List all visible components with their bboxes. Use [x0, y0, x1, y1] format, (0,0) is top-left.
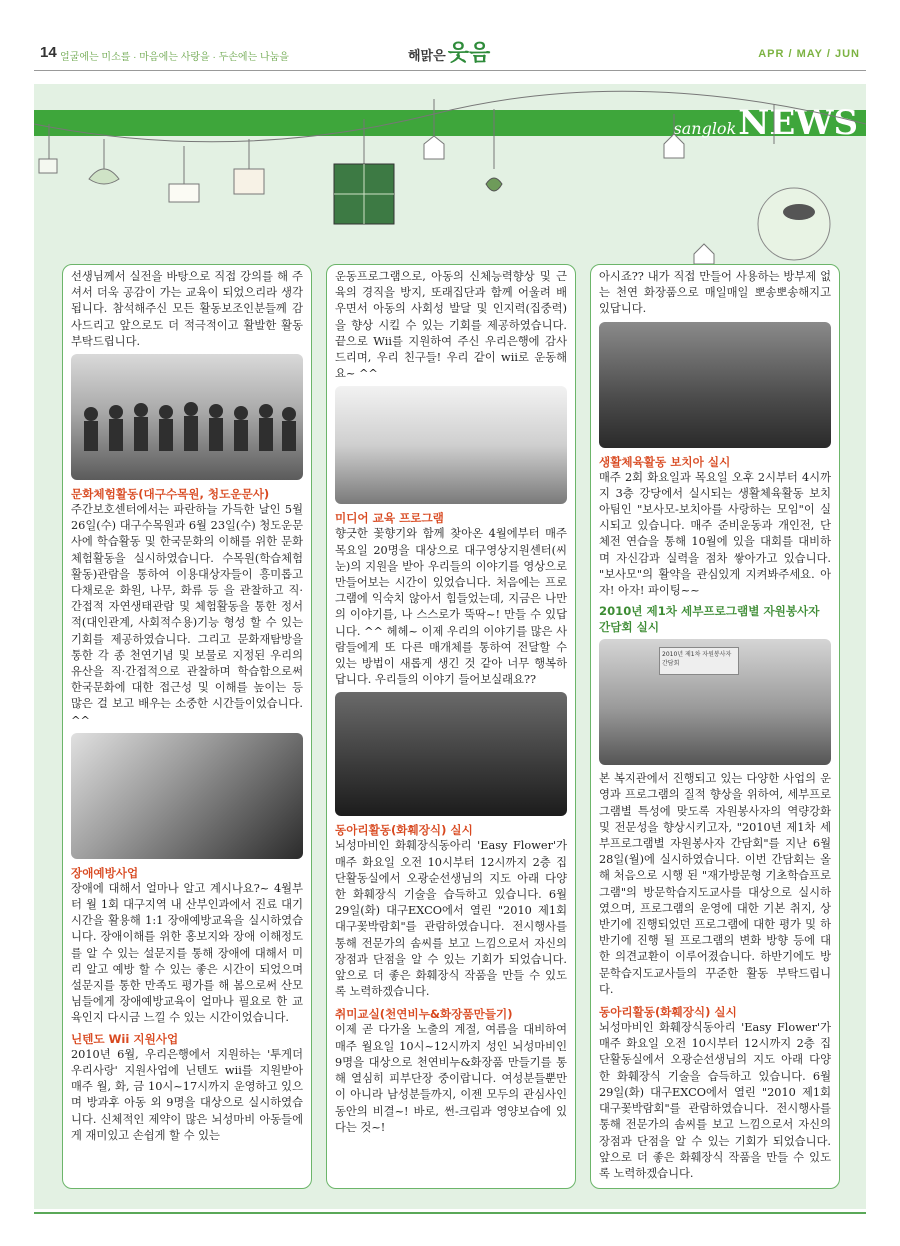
media-education-photo — [335, 692, 567, 816]
page-header — [0, 0, 900, 78]
article-column-2 — [326, 264, 576, 1189]
col2-section1-heading: 미디어 교육 프로그램 — [335, 511, 444, 526]
logo-small-text: 해맑은 — [408, 48, 446, 63]
col1-section3-body: 2010년 6월, 우리은행에서 지원하는 '투게더 우리사랑' 지원사업에 닌텐도 wii를 지원받아 매주 월, 화, 금 10시~17시까지 운영하고 있으며 방과후 아동 외 9명을 대상으로 실시하였습니다. 신체적인 제약이 많은 뇌성마비 아동들에게 재미있고 손쉽게 할 수 있는 — [71, 1047, 303, 1142]
header-tagline: 얼굴에는 미소를 · 마음에는 사랑을 · 두손에는 나눔을 — [60, 52, 289, 63]
col2-section3-body: 이제 곧 다가올 노출의 계절, 여름을 대비하여 매주 월요일 10시~12시까지 성인 뇌성마비인 9명을 대상으로 천연비누&화장품 만들기를 통해 열심히 피부단장 중이랍니다. 여성분들뿐만이 아니라 남성분들까지, 이젠 모두의 관심사인 동안의 비결~! 바로, 썬-크림과 영양보습에 있다는 것~! — [335, 1023, 567, 1134]
col3-section3-body: 뇌성마비인 화훼장식동아리 'Easy Flower'가 매주 화요일 오전 10시부터 12시까지 2층 집단활동실에서 오광순선생님의 지도 아래 다양한 화훼장식 기술을 습득하고 있습니다. 6월 29일(화) 대구EXCO에서 열린 "2010 제1회 대구꽃박람회"를 관람하였습니다. 전시행사를 통해 전문가의 솜씨를 보고 느낌으로서 자신의 장점과 단점을 알 수 있는 기회가 되었습니다. 앞으로 더 좋은 화훼장식 작품을 만들 수 있도록 노력하겠습니다. — [599, 1021, 831, 1180]
col2-section1-body: 향긋한 꽃향기와 함께 찾아온 4월에부터 매주 목요일 20명을 대상으로 대구영상지원센터(씨눈)의 지원을 받아 우리들의 이야기를 영상으로 만들어보는 시간이 있었습니다. 처음에는 프로그램에 익숙치 않아서 힘들었는데, 지금은 나만의 이야기를, 나 스스로가 뚝딱~! 만들 수 있답니다. ^^ 헤헤~ 이제 우리의 이야기를 많은 사람들에게 또 다른 매개체를 통하여 전달할 수 있는 방법이 새롭게 생긴 것 같아 너무 행복하답니다. 우리들의 이야기 들어보실래요?? — [335, 527, 567, 687]
cosmetics-class-photo — [599, 322, 831, 448]
col1-section3-heading: 닌텐도 Wii 지원사업 — [71, 1031, 179, 1046]
wii-activity-photo — [335, 386, 567, 504]
col2-section3-heading: 취미교실(천연비누&화장품만들기) — [335, 1007, 513, 1022]
volunteer-meeting-photo — [599, 639, 831, 765]
news-label-small: sanglok — [673, 119, 737, 138]
col3-section2-body: 본 복지관에서 진행되고 있는 다양한 사업의 운영과 프로그램의 질적 향상을 위하여, 세부프로그램별 특성에 맞도록 자원봉사자의 역량강화 및 전문성을 향상시키고자, "2010년 제1차 세부프로그램별 자원봉사자 간담회"를 지난 6월 28일(월)에 실시하였습니다. 이번 간담회는 올해 처음으로 시행 된 "재가방문형 기초학습프로그램"의 방문학습지도교사를 대상으로 실시하였으며, 프로그램의 운영에 대한 기본 취지, 상반기에 진행되었던 프로그램에 대한 평가 및 하반기에 진행 될 프로그램의 변화 방향 등에 대한 의견교환이 이루어졌습니다. 하반기에도 방문학습지도교사들의 꾸준한 활동 부탁드립니다. — [599, 772, 831, 996]
col1-section1-heading: 문화체험활동(대구수목원, 청도운문사) — [71, 487, 270, 502]
magazine-logo — [408, 36, 490, 67]
meeting-banner-sign: 2010년 제1차 자원봉사자 간담회 — [659, 647, 739, 675]
ornament-shapes — [39, 134, 830, 264]
col2-section2-heading: 동아리활동(화훼장식) 실시 — [335, 823, 473, 838]
group-photo-figures — [71, 354, 303, 480]
col3-section2-heading: 2010년 제1차 세부프로그램별 자원봉사자 간담회 실시 — [599, 604, 820, 635]
col1-section1-body: 주간보호센터에서는 파란하늘 가득한 날인 5월 26일(수) 대구수목원과 6월 23일(수) 청도운문사에 학습활동 및 한국문화의 이해를 위한 문화체험활동을 실시하였습니다. 수목원(학습체험활동)관람을 통하여 이용대상자들이 흥미롭고 다채로운 화원, 나무, 화류 등 을 관찰하고 직·간접적 자연생태관람 및 체험활동을 통한 정서적(대인관계, 사회적수용)기능 형성 할 수 있는 기회를 제공하였습니다. 그리고 문화재탐방을 통한 각 종 천연기념 및 보물로 지정된 우리의 유산을 직·간접적으로 관찰하며 학습함으로써 한국문화에 대한 접근성 및 이해를 높이는 등 많은 걸 보고 배우는 소중한 시간들이었습니다. ^^ — [71, 503, 303, 727]
article-column-3 — [590, 264, 840, 1189]
col3-section1-heading: 생활체육활동 보치아 실시 — [599, 454, 731, 469]
news-label-big: NEWS — [738, 103, 858, 143]
col3-section1-body: 매주 2회 화요일과 목요일 오후 2시부터 4시까지 3층 강당에서 실시되는 생활체육활동 보치아팀인 "보사모-보치아를 사랑하는 모임"이 실시되고 있습니다. 매주 준비운동과 개인전, 단체전 연습을 통해 10월에 있을 대회를 대비하며 자신감과 실력을 점차 쌓아가고 있습니다. "보사모"의 활약을 관심있게 지켜봐주세요. 아자! 아자! 파이팅~~ — [599, 470, 831, 598]
article-column-1 — [62, 264, 312, 1189]
prevention-education-photo — [71, 733, 303, 859]
page-number: 14 — [40, 44, 57, 61]
logo-big-text: 웃음 — [447, 40, 491, 65]
col3-intro-text: 아시죠?? 내가 직접 만들어 사용하는 방부제 없는 천연 화장품으로 매일매일 뽀송뽀송해지고 있답니다. — [599, 270, 831, 316]
col1-intro-text: 선생님께서 실전을 바탕으로 직접 강의를 해 주셔서 더욱 공감이 가는 교육이 되었으리라 생각됩니다. 참석해주신 모든 활동보조인분들께 감사드리고 앞으로도 더 적극적이고 활발한 활동 부탁드립니다. — [71, 270, 303, 348]
header-divider — [34, 70, 866, 71]
group-photo — [71, 354, 303, 480]
col1-section2-body: 장애에 대해서 얼마나 알고 계시나요?~ 4월부터 월 1회 대구지역 내 산부인과에서 진료 대기시간을 활용해 1:1 장애예방교육을 실시하였습니다. 장애이해를 위한 홍보지와 장애 이해정도를 알 수 있는 설문지를 통해 장애에 대해서 미리 알고 예방 할 수 있는 좋은 시간이 되었으며 설문지를 통한 만족도 평가를 해 봄으로써 산모님들에게 장애예방교육이 얼마나 필요로 한 교육인지 다시금 느낄 수 있는 시간이었습니다. — [71, 881, 303, 1025]
footer-divider — [34, 1212, 866, 1214]
col1-section2-heading: 장애예방사업 — [71, 865, 139, 880]
col2-intro-text: 운동프로그램으로, 아동의 신체능력향상 및 근육의 경직을 방지, 또래집단과 함께 어울려 배우면서 아동의 사회성 발달 및 인지력(집중력)을 향상 시킬 수 있는 기회를 제공하였습니다. 끝으로 Wii를 지원하여 주신 우리은행에 감사드리며, 우리 친구들! 우리 같이 wii로 운동해요~ ^^ — [335, 270, 567, 381]
issue-season: APR / MAY / JUN — [758, 48, 860, 60]
col2-section2-body: 뇌성마비인 화훼장식동아리 'Easy Flower'가 매주 화요일 오전 10시부터 12시까지 2층 집단활동실에서 오광순선생님의 지도 아래 다양한 화훼장식 기술을 습득하고 있습니다. 6월 29일(화) 대구EXCO에서 열린 "2010 제1회 대구꽃박람회"를 관람하였습니다. 전시행사를 통해 전문가의 솜씨를 보고 느낌으로서 자신의 장점과 단점을 알 수 있는 기회가 되었습니다. 앞으로 더 좋은 화훼장식 작품을 만들 수 있도록 노력하겠습니다. — [335, 839, 567, 999]
hanging-ornaments-illustration — [34, 84, 866, 264]
col3-section3-heading: 동아리활동(화훼장식) 실시 — [599, 1005, 737, 1020]
